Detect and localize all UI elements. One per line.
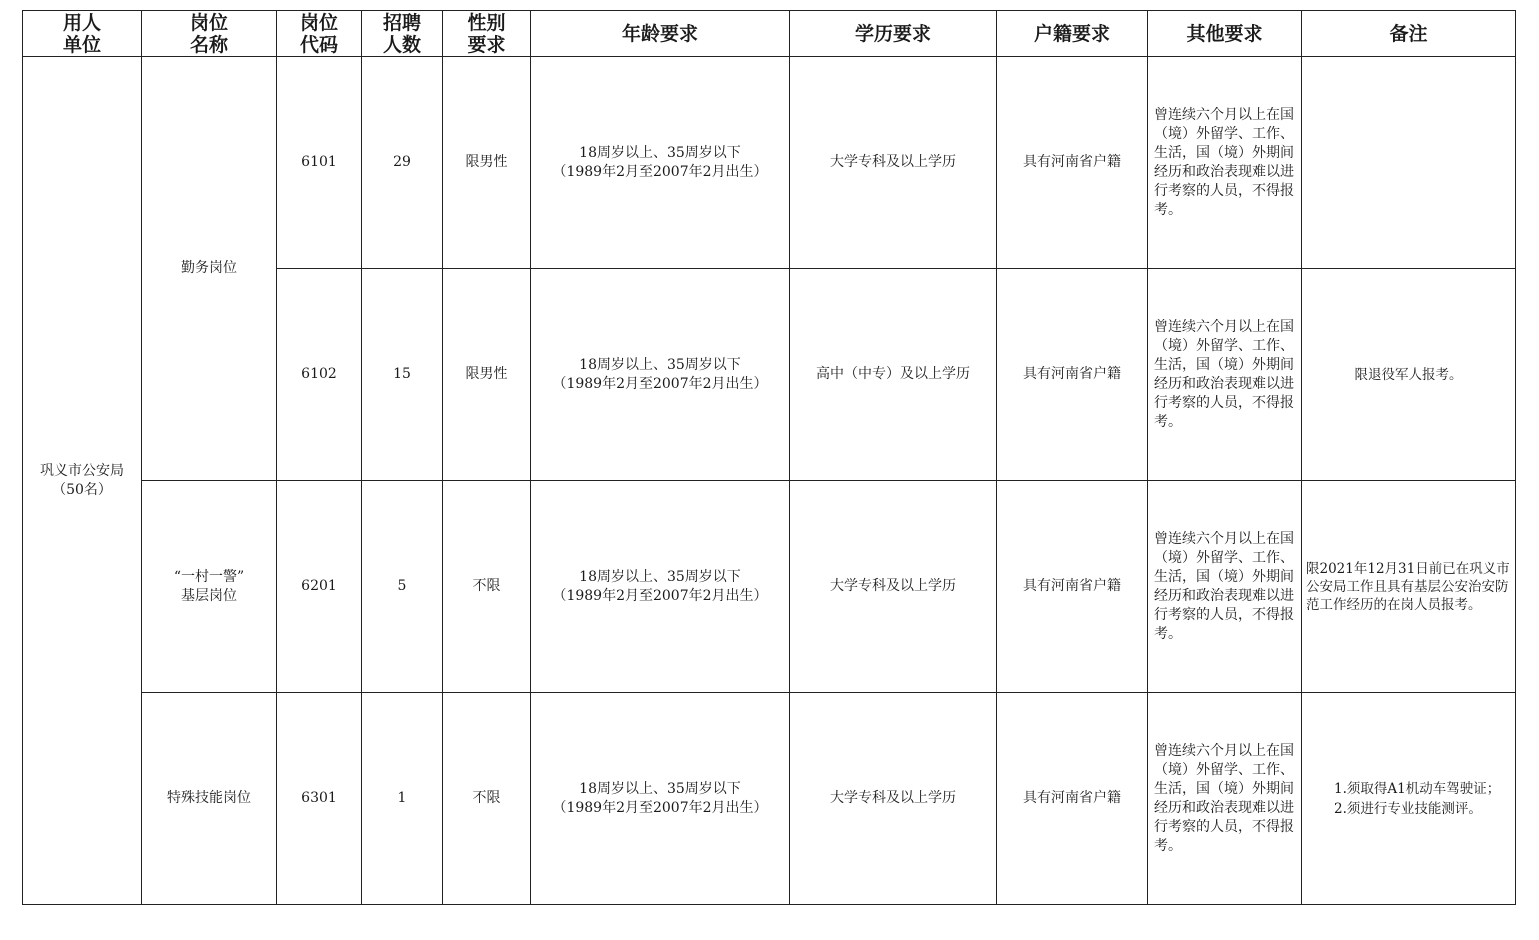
other-requirement: 曾连续六个月以上在国（境）外留学、工作、生活，国（境）外期间经历和政治表现难以进行考察的人员，不得报考。 xyxy=(1148,57,1302,269)
age-requirement: 18周岁以上、35周岁以下 （1989年2月至2007年2月出生） xyxy=(531,481,790,693)
header-education: 学历要求 xyxy=(790,11,997,57)
post-code: 6301 xyxy=(277,693,362,905)
hire-count: 1 xyxy=(362,693,443,905)
age-requirement: 18周岁以上、35周岁以下 （1989年2月至2007年2月出生） xyxy=(531,269,790,481)
post-code: 6201 xyxy=(277,481,362,693)
other-requirement: 曾连续六个月以上在国（境）外留学、工作、生活，国（境）外期间经历和政治表现难以进行考察的人员，不得报考。 xyxy=(1148,269,1302,481)
hukou-requirement: 具有河南省户籍 xyxy=(997,693,1148,905)
header-unit: 用人 单位 xyxy=(23,11,142,57)
post-code: 6102 xyxy=(277,269,362,481)
header-hukou: 户籍要求 xyxy=(997,11,1148,57)
table-row-6101 xyxy=(23,57,1516,269)
post-name-duty: 勤务岗位 xyxy=(142,57,277,481)
header-other: 其他要求 xyxy=(1148,11,1302,57)
remark xyxy=(1302,57,1516,269)
post-code: 6101 xyxy=(277,57,362,269)
hire-count: 15 xyxy=(362,269,443,481)
gender-requirement: 限男性 xyxy=(443,57,531,269)
gender-requirement: 限男性 xyxy=(443,269,531,481)
header-remarks: 备注 xyxy=(1302,11,1516,57)
header-post-code: 岗位 代码 xyxy=(277,11,362,57)
hukou-requirement: 具有河南省户籍 xyxy=(997,57,1148,269)
age-requirement: 18周岁以上、35周岁以下 （1989年2月至2007年2月出生） xyxy=(531,57,790,269)
table-row-6201 xyxy=(23,481,1516,693)
post-name-skill: 特殊技能岗位 xyxy=(142,693,277,905)
header-hire-count: 招聘 人数 xyxy=(362,11,443,57)
other-requirement: 曾连续六个月以上在国（境）外留学、工作、生活，国（境）外期间经历和政治表现难以进行考察的人员，不得报考。 xyxy=(1148,481,1302,693)
education-requirement: 高中（中专）及以上学历 xyxy=(790,269,997,481)
education-requirement: 大学专科及以上学历 xyxy=(790,481,997,693)
hire-count: 29 xyxy=(362,57,443,269)
education-requirement: 大学专科及以上学历 xyxy=(790,693,997,905)
remark-item: 1.须取得A1机动车驾驶证； xyxy=(1334,780,1501,797)
gender-requirement: 不限 xyxy=(443,693,531,905)
table-row-6301 xyxy=(23,693,1516,905)
education-requirement: 大学专科及以上学历 xyxy=(790,57,997,269)
header-row xyxy=(23,11,1516,57)
header-post-name: 岗位 名称 xyxy=(142,11,277,57)
age-requirement: 18周岁以上、35周岁以下 （1989年2月至2007年2月出生） xyxy=(531,693,790,905)
header-age: 年龄要求 xyxy=(531,11,790,57)
hukou-requirement: 具有河南省户籍 xyxy=(997,481,1148,693)
hire-count: 5 xyxy=(362,481,443,693)
remark: 限退役军人报考。 xyxy=(1302,269,1516,481)
remark-item: 2.须进行专业技能测评。 xyxy=(1334,800,1482,817)
other-requirement: 曾连续六个月以上在国（境）外留学、工作、生活，国（境）外期间经历和政治表现难以进行考察的人员，不得报考。 xyxy=(1148,693,1302,905)
hukou-requirement: 具有河南省户籍 xyxy=(997,269,1148,481)
unit-cell: 巩义市公安局 （50名） xyxy=(23,57,142,905)
header-gender: 性别 要求 xyxy=(443,11,531,57)
post-name-village: “一村一警” 基层岗位 xyxy=(142,481,277,693)
recruitment-table xyxy=(22,10,1516,905)
gender-requirement: 不限 xyxy=(443,481,531,693)
remark xyxy=(1302,693,1516,905)
remark: 限2021年12月31日前已在巩义市公安局工作且具有基层公安治安防范工作经历的在岗人员报考。 xyxy=(1302,481,1516,693)
